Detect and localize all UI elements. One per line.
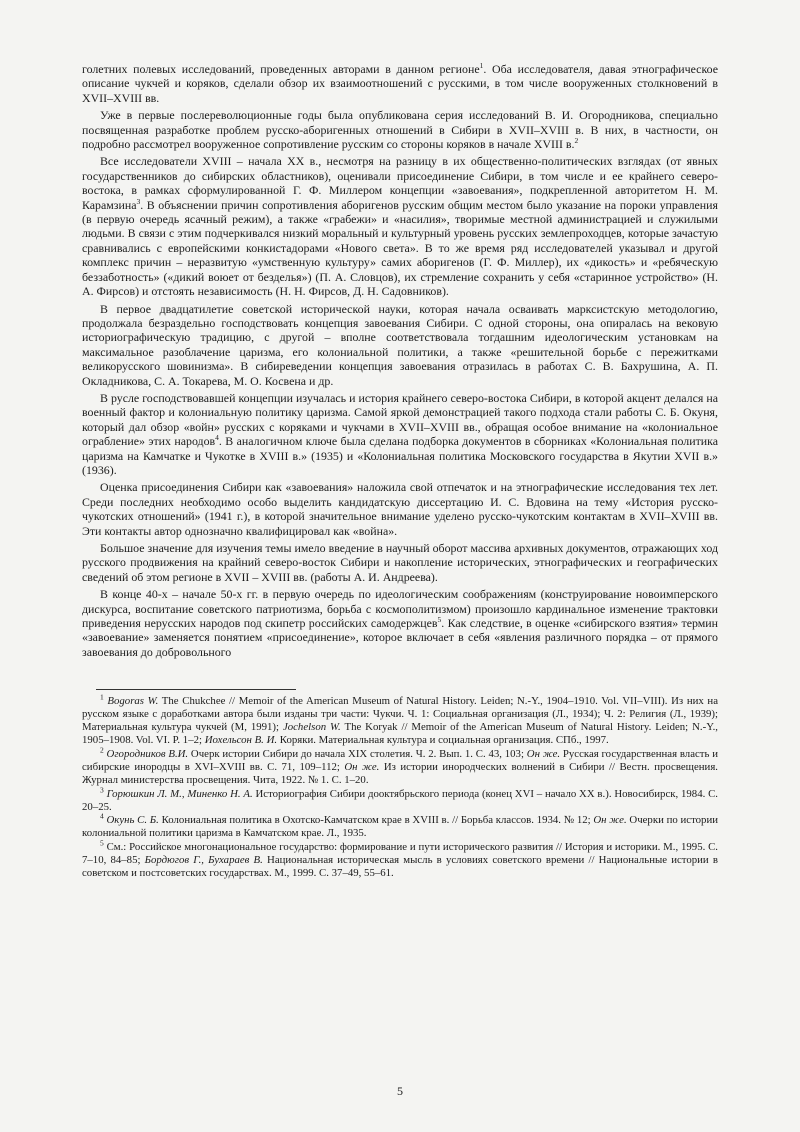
paragraph: Уже в первые послереволюционные годы была опубликована серия исследований В. И. Огородникова, специально посвященная разработке проблем русско-аборигенных отношений в Сибири в XVII–XVIII в. В них, в частности, он подробно рассмотрел вооруженное сопротивление русским со стороны коряков в начале XVIII в.$^2$ xyxy=(82,108,718,152)
footnote-separator xyxy=(96,689,296,690)
footnote-number: 2 xyxy=(100,745,104,755)
footnote: $^5$ См.: Российское многонациональное государство: формирование и пути исторического развития // История и историки. М., 1995. С. 7–10, 84–85; Бордюгов Г., Бухараев В. Национальная историческая мысль в условиях советского времени // Национальные истории в советском и постсоветских государствах. М., 1999. С. 37–49, 55–61. xyxy=(82,838,719,880)
footnote: $^2$ Огородников В.И. Очерк истории Сибири до начала XIX столетия. Ч. 2. Вып. 1. С. 43, 103; Он же. Русская государственная власть и сибирские инородцы в XVI–XVIII вв. С. 71, 109–112; Он же. Из истории инородческих волнений в Сибири // Вестн. просвещения. Журнал министерства просвещения. Чита, 1922. № 1. С. 1–20. xyxy=(82,745,718,786)
paragraph: Большое значение для изучения темы имело введение в научный оборот массива архивных документов, отражающих ход русского продвижения на крайний северо-восток Сибири и накопление исторических, этнографических и географических сведений об этом регионе в XVII – XVIII вв. (работы А. И. Андреева). xyxy=(82,541,718,584)
footnote-ref[interactable]: 2 xyxy=(574,136,579,146)
paragraph: В конце 40-х – начале 50-х гг. в первую очередь по идеологическим соображениям (конструирование новоимперского дискурса, воспитание советского патриотизма, борьба с космополитизмом) произошло кардинальное изменение трактовки приведения нерусских народов под скипетр российских самодержцев$^5$. Как следствие, в оценке «сибирского взятия» термин «завоевание» заменяется понятием «присоединение», которое включает в себя «явления различного порядка – от прямого завоевания до добровольного xyxy=(82,587,718,659)
footnote-ref[interactable]: 5 xyxy=(437,615,442,625)
footnote-number: 4 xyxy=(100,811,104,821)
footnote-ref[interactable]: 3 xyxy=(136,196,141,206)
footnote-ref[interactable]: 4 xyxy=(215,433,219,443)
paragraph: В первое двадцатилетие советской исторической науки, которая начала осваивать марксистскую методологию, продолжала безраздельно господствовать концепция завоевания Сибири. С одной стороны, она опиралась на вековую историографическую традицию, с другой – вполне соответствовала тогдашним идеологическим установкам на максимальное разоблачение царизма, его колониальной политики, а также «решительной борьбе с пережитками великорусского шовинизма». В сибиреведении концепция завоевания отразилась в работах С. В. Бахрушина, А. П. Окладникова, С. А. Токарева, М. О. Косвена и др. xyxy=(82,301,718,388)
page-number: 5 xyxy=(397,1084,403,1098)
footnote: $^3$ Горюшкин Л. М., Миненко Н. А. Историография Сибири дооктябрьского периода (конец XVI – начало XX в.). Новосибирск, 1984. С. 20–25. xyxy=(82,785,718,813)
footnote-number: 1 xyxy=(100,692,104,702)
paragraph: голетних полевых исследований, проведенных авторами в данном регионе$^1$. Оба исследователя, давая этнографическое описание чукчей и коряков, сделали обзор их взаимоотношений с русскими, в том числе вооруженных столкновений в XVII–XVIII вв. xyxy=(82,61,718,105)
body-text xyxy=(82,62,718,659)
footnote-ref[interactable]: 1 xyxy=(479,61,484,71)
paragraph: Оценка присоединения Сибири как «завоевания» наложила свой отпечаток и на этнографические исследования тех лет. Среди последних необходимо особо выделить кандидатскую диссертацию И. С. Вдовина на тему «История русско-чукотских отношений» (1941 г.), в которой значительное внимание уделено русско-чукотским контактам в XVII–XVIII вв. Эти контакты автор однозначно квалифицировал как «война». xyxy=(82,480,718,538)
paragraph: Все исследователи XVIII – начала XX в., несмотря на разницу в их общественно-политических взглядах (от явных государственников до сибирских областников), оценивали присоединение Сибири, в том числе и ее крайнего северо-востока, в рамках сформулированной Г. Ф. Миллером концепции «завоевания», подкрепленной авторитетом Н. М. Карамзина$^3$. В объяснении причин сопротивления аборигенов русским общим местом было указание на пороки управления (в первую очередь ясачный режим), а также «грабежи» и «насилия», творимые местной администрацией и служилыми людьми. В связи с этим подчеркивался низкий моральный и культурный уровень русских землепроходцев, которые зачастую сравнивались с европейскими конкистадорами «Нового света». В то же время ряд исследователей указывал и другой комплекс причин – неразвитую «умственную культуру» самих аборигенов (Г. Ф. Миллер), их «дикость» и «ребяческую беззаботность» («дикий воюет от безделья») (П. А. Словцов), их стремление сохранить у себя «старинное устройство» (Н. А. Фирсов) и отстоять независимость (Н. Н. Фирсов, Д. Н. Садовников). xyxy=(82,154,718,299)
footnotes xyxy=(82,692,719,880)
footnote-number: 5 xyxy=(100,838,104,848)
footnote: $^4$ Окунь С. Б. Колониальная политика в Охотско-Камчатском крае в XVIII в. // Борьба классов. 1934. № 12; Он же. Очерки по истории колониальной политики царизма в Камчатском крае. Л., 1935. xyxy=(82,811,719,840)
footnote: $^1$ Bogoras W. The Chukchee // Memoir of the American Museum of Natural History. Leiden; N.-Y., 1904–1910. Vol. VII–VIII). Из них на русском языке с доработками автора были изданы три части: Чукчи. Ч. 1: Социальная организация (Л., 1934); Ч. 2: Религия (Л., 1939); Материальная культура чукчей (М, 1991); Jochelson W. The Koryak // Memoir of the American Museum of Natural History. Leiden; N.-Y., 1905–1908. Vol. VI. P. 1–2; Иохельсон В. И. Коряки. Материальная культура и социальная организация. СПб., 1997. xyxy=(82,692,719,746)
paragraph: В русле господствовавшей концепции изучалась и история крайнего северо-востока Сибири, в которой акцент делался на военный фактор и колониальную политику царизма. Самой яркой демонстрацией такого подхода стали работы С. Б. Окуня, который дал обзор «войн» русских с коряками и чукчами в XVII–XVIII вв., обращая особое внимание на «колониальное ограбление» этих народов$^4$. В аналогичном ключе была сделана подборка документов в сборниках «Колониальная политика царизма на Камчатке и Чукотке в XVIII в.» (1935) и «Колониальная политика Московского государства в Якутии XVII в.» (1936). xyxy=(82,390,719,477)
footnote-number: 3 xyxy=(100,785,104,794)
